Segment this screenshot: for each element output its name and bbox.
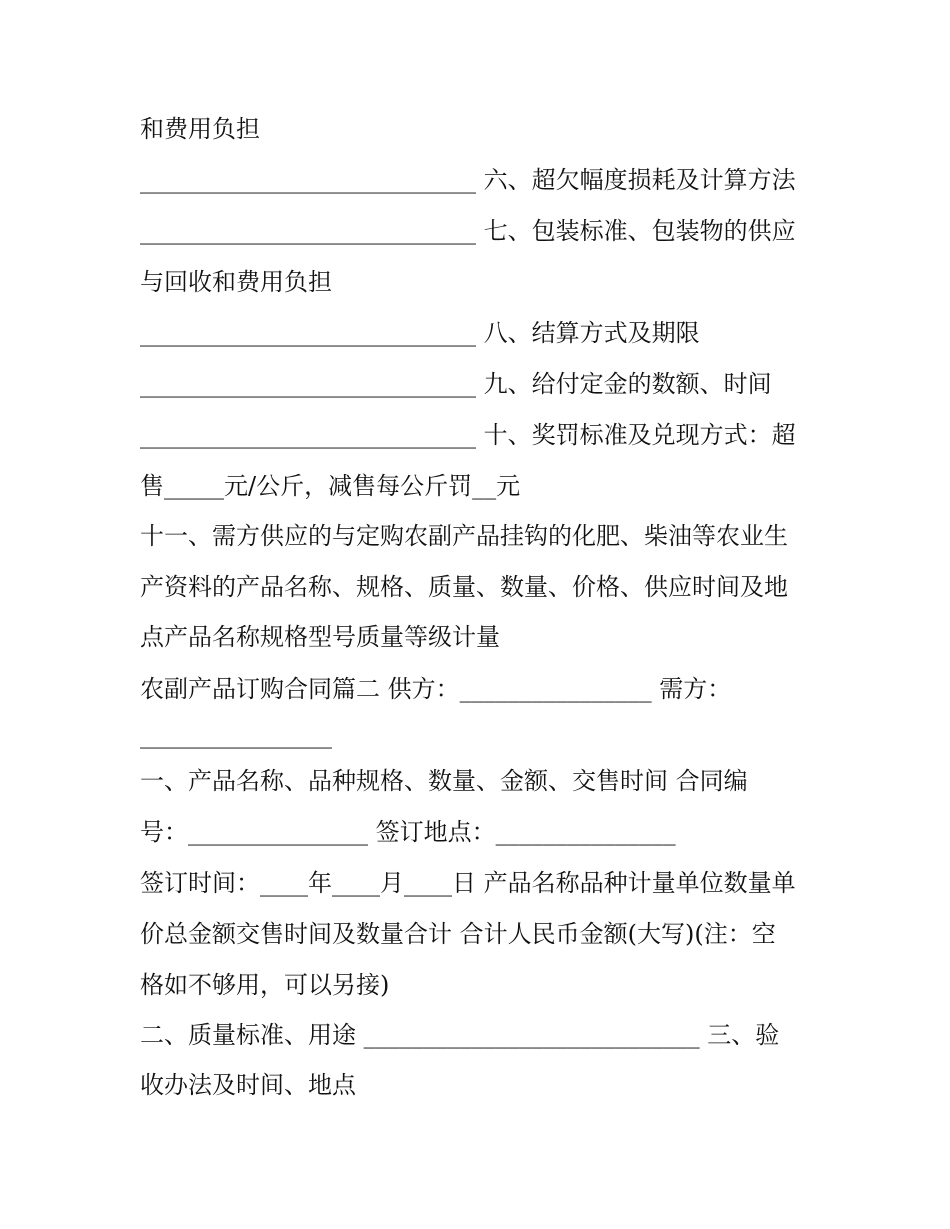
text-line: 号：_______________ 签订地点：_______________ (140, 818, 676, 846)
text-line: 和费用负担 (140, 115, 260, 143)
text-line: ____________________________ 十、奖罚标准及兑现方式：超 (140, 421, 796, 449)
text-line: 二、质量标准、用途 ____________________________ 三、验 (140, 1021, 780, 1049)
text-line: ____________________________ 七、包装标准、包装物的供应 (140, 217, 796, 245)
text-line: 产资料的产品名称、规格、质量、数量、价格、供应时间及地 (140, 573, 788, 601)
text-line: 价总金额交售时间及数量合计 合计人民币金额(大写)(注：空 (140, 920, 776, 948)
text-line: 农副产品订购合同篇二 供方：________________ 需方： (140, 675, 732, 703)
text-line: ____________________________ 九、给付定金的数额、时间 (140, 370, 772, 398)
text-line: 一、产品名称、品种规格、数量、金额、交售时间 合同编 (140, 767, 748, 795)
text-line: 格如不够用，可以另接) (140, 971, 390, 999)
text-line: 收办法及时间、地点 (140, 1071, 356, 1099)
text-line: ____________________________ 八、结算方式及期限 (140, 319, 700, 347)
text-line: 十一、需方供应的与定购农副产品挂钩的化肥、柴油等农业生 (140, 522, 788, 550)
text-line: 售_____元/公斤，减售每公斤罚__元 (140, 472, 521, 500)
text-line: 与回收和费用负担 (140, 268, 332, 296)
text-line: ____________________________ 六、超欠幅度损耗及计算方法 (140, 166, 796, 194)
text-line: 签订时间：____年____月____日 产品名称品种计量单位数量单 (140, 869, 796, 897)
text-line: ________________ (140, 721, 332, 749)
text-line: 点产品名称规格型号质量等级计量 (140, 623, 500, 651)
